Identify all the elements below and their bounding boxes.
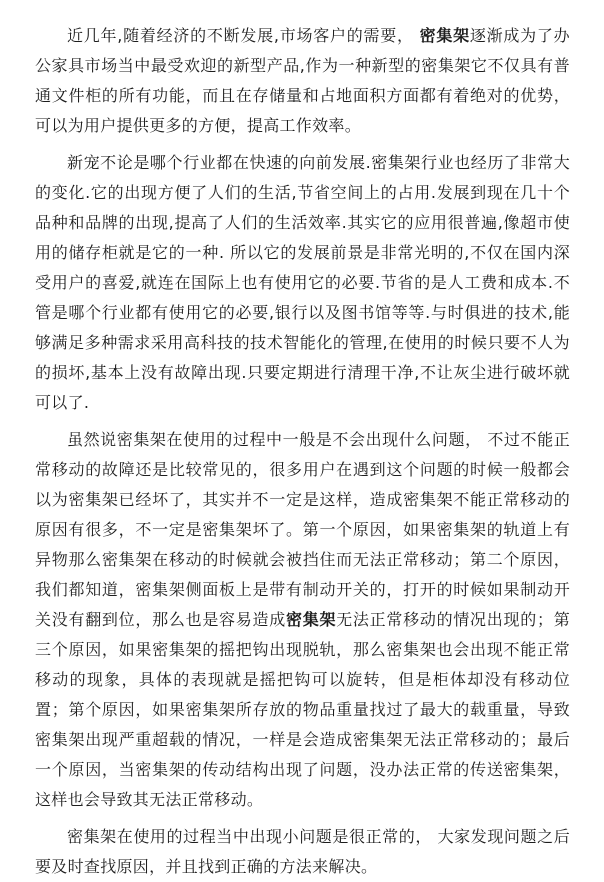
text-run: 新宠不论是哪个行业都在快速的向前发展.密集架行业也经历了非常大的变化.它的出现方便了人们的生活,节省空间上的占用.发展到现在几十个品种和品牌的出现,提高了人们的生活效率.其实它的应用很普遍,像超市使用的储存柜就是它的一种. 所以它的发展前景是非常光明的,不仅在国内深受用户的喜爱,就连在国际上也有使用它的必要.节省的是人工费和成本.不管是哪个行业都有使用它的必要,银行以及图书馆等等.与时俱进的技术,能够满足多种需求采用高科技的技术智能化的管理,在使用的时候只要不人为的损坏,基本上没有故障出现.只要定期进行清理干净,不让灰尘进行破坏就可以了.: [35, 153, 570, 412]
paragraph: [35, 21, 570, 141]
text-run: 密集架在使用的过程当中出现小问题是很正常的， 大家发现问题之后要及时查找原因，并且找到正确的方法来解决。: [35, 827, 570, 876]
bold-term: 密集架: [285, 610, 337, 629]
paragraph: [35, 822, 570, 882]
text-run: 虽然说密集架在使用的过程中一般是不会出现什么问题， 不过不能正常移动的故障还是比较常见的，很多用户在遇到这个问题的时候一般都会以为密集架已经坏了，其实并不一定是这样，造成密集架不能正常移动的原因有很多，不一定是密集架坏了。第一个原因，如果密集架的轨道上有异物那么密集架在移动的时候就会被挡住而无法正常移动；第二个原因，我们都知道，密集架侧面板上是带有制动开关的，打开的时候如果制动开关没有翻到位，那么也是容易造成: [35, 430, 570, 629]
text-run: 逐渐成为了办公家具市场当中最受欢迎的新型产品,作为一种新型的密集架它不仅具有普通文件柜的所有功能，而且在存储量和占地面积方面都有着绝对的优势，可以为用户提供更多的方便，提高工作效率。: [35, 26, 570, 135]
text-run: 近几年,随着经济的不断发展,市场客户的需要，: [67, 26, 420, 45]
document-body: [35, 21, 570, 882]
paragraph: [35, 425, 570, 815]
text-run: 无法正常移动的情况出现的；第三个原因，如果密集架的摇把钩出现脱轨，那么密集架也会出现不能正常移动的现象，具体的表现就是摇把钩可以旋转，但是柜体却没有移动位置；第个原因，如果密集架所存放的物品重量找过了最大的载重量，导致密集架出现严重超载的情况，一样是会造成密集架无法正常移动的；最后一个原因，当密集架的传动结构出现了问题，没办法正常的传送密集架，这样也会导致其无法正常移动。: [35, 610, 570, 809]
paragraph: [35, 148, 570, 418]
bold-term: 密集架: [419, 26, 470, 45]
